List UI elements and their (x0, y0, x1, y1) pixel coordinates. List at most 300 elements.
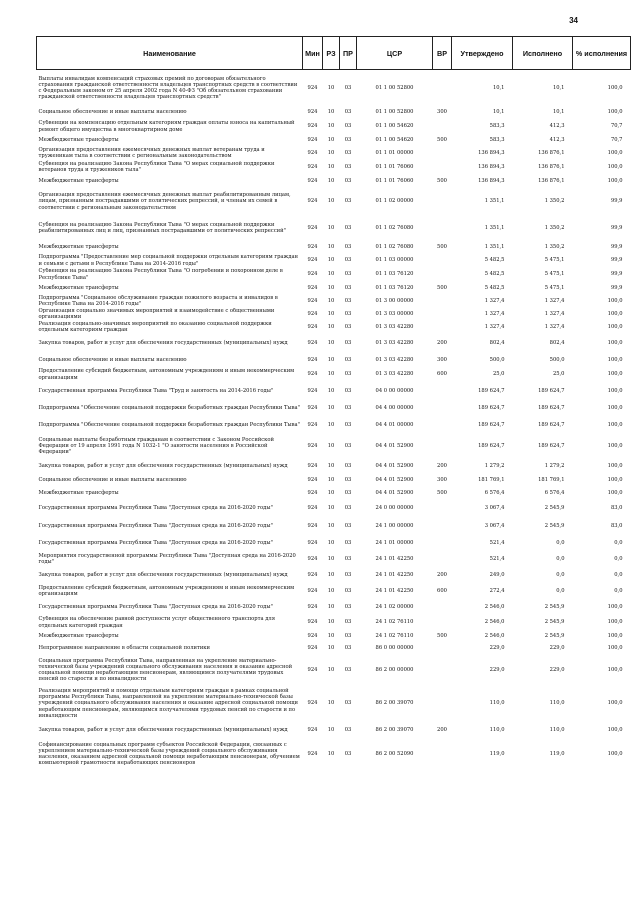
row-executed: 1 327,4 (544, 323, 565, 330)
row-min: 924 (307, 136, 318, 143)
row-name: Закупка товаров, работ и услуг для обеспечения государственных (муниципальных) нужд (38, 571, 288, 578)
row-pr: 03 (344, 700, 352, 707)
row-executed: 2 545,9 (544, 523, 565, 530)
row-min: 924 (307, 387, 318, 394)
row-vr (433, 500, 452, 518)
row-percent: 70,7 (610, 136, 623, 143)
row-approved: 189 624,7 (478, 442, 505, 449)
table-row (37, 354, 631, 367)
row-csr: 86 0 00 00000 (375, 644, 414, 651)
row-vr: 200 (437, 340, 447, 347)
table-row (37, 367, 631, 383)
header-csr: ЦСР (357, 37, 433, 70)
row-name: Социальное обеспечение и иные выплаты населению (38, 109, 187, 116)
header-min: Мин (303, 37, 323, 70)
row-pr: 03 (344, 271, 352, 278)
row-rz: 10 (327, 323, 335, 330)
row-rz: 10 (327, 421, 335, 428)
row-min: 924 (307, 571, 318, 578)
row-min: 924 (307, 421, 318, 428)
row-approved: 136 894,3 (478, 163, 505, 170)
row-min: 924 (307, 666, 318, 673)
row-rz: 10 (327, 750, 335, 757)
row-executed: 1 327,4 (544, 310, 565, 317)
table-row (37, 536, 631, 551)
row-approved: 25,0 (492, 371, 505, 378)
row-vr: 200 (437, 571, 447, 578)
row-approved: 229,0 (489, 666, 505, 673)
row-rz: 10 (327, 297, 335, 304)
row-vr (433, 643, 452, 654)
table-row (37, 188, 631, 216)
row-approved: 3 067,4 (484, 523, 505, 530)
table-row (37, 551, 631, 568)
row-percent: 100,0 (607, 750, 623, 757)
row-min: 924 (307, 750, 318, 757)
row-percent: 99,9 (610, 271, 623, 278)
table-row (37, 740, 631, 769)
row-csr: 01 1 00 52800 (375, 84, 414, 91)
row-min: 924 (307, 340, 318, 347)
row-vr (433, 254, 452, 268)
row-vr: 200 (437, 726, 447, 733)
row-rz: 10 (327, 149, 335, 156)
row-vr (433, 295, 452, 308)
row-percent: 100,0 (607, 371, 623, 378)
budget-table (36, 36, 631, 769)
row-rz: 10 (327, 523, 335, 530)
row-vr: 500 (437, 489, 447, 496)
row-pr: 03 (344, 555, 352, 562)
row-vr (433, 160, 452, 175)
table-row (37, 308, 631, 321)
row-csr: 04 4 00 00000 (375, 404, 414, 411)
row-vr (433, 383, 452, 400)
row-name: Государственная программа Республики Тыва "Доступная среда на 2016-2020 годы" (38, 539, 273, 546)
row-rz: 10 (327, 243, 335, 250)
table-body (37, 70, 631, 769)
row-min: 924 (307, 587, 318, 594)
row-executed: 6 576,4 (544, 489, 565, 496)
row-name: Реализация социально-значимых мероприятий по оказанию социальной поддержки отдельным категориям граждан (38, 320, 272, 333)
row-vr (433, 518, 452, 536)
row-rz: 10 (327, 224, 335, 231)
row-percent: 100,0 (607, 109, 623, 116)
row-rz: 10 (327, 404, 335, 411)
row-approved: 583,3 (489, 123, 505, 130)
row-pr: 03 (344, 539, 352, 546)
row-name: Субвенция на реализацию Закона Республики Тыва "О погребении и похоронном деле в Республике Тыва" (38, 268, 283, 281)
row-executed: 1 350,2 (544, 243, 565, 250)
row-name: Закупка товаров, работ и услуг для обеспечения государственных (муниципальных) нужд (38, 462, 288, 469)
row-csr: 86 2 00 00000 (375, 666, 414, 673)
row-percent: 70,7 (610, 123, 623, 130)
row-rz: 10 (327, 257, 335, 264)
row-approved: 1 327,4 (484, 310, 505, 317)
table-row (37, 417, 631, 434)
row-name: Непрограммное направление в области социальной политики (38, 644, 211, 651)
row-name: Подпрограмма "Обеспечение социальной поддержки безработных граждан Республики Тыва" (38, 404, 300, 411)
row-name: Реализация мероприятий и помощи отдельным категориям граждан в рамках социальной программы Республики Тыва, направленной на укрепление материально-технической базы учреждений социального обслуживания населения и оказание адресной социальной помощи неработающим пенсионерам, являющимся получателями трудовых пенсий по старости и по инвалидности (38, 688, 298, 719)
table-row (37, 600, 631, 616)
row-vr (433, 268, 452, 282)
row-percent: 100,0 (607, 356, 623, 363)
row-pr: 03 (344, 284, 352, 291)
row-csr: 86 2 00 52090 (375, 750, 414, 757)
row-executed: 10,1 (552, 109, 565, 116)
row-pr: 03 (344, 371, 352, 378)
row-approved: 1 327,4 (484, 323, 505, 330)
row-approved: 5 482,5 (484, 271, 505, 278)
row-percent: 100,0 (607, 442, 623, 449)
row-rz: 10 (327, 177, 335, 184)
row-min: 924 (307, 149, 318, 156)
row-name: Государственная программа Республики Тыва "Доступная среда на 2016-2020 годы" (38, 523, 273, 530)
row-approved: 521,4 (489, 539, 505, 546)
row-vr: 500 (437, 177, 447, 184)
row-approved: 272,4 (489, 587, 505, 594)
row-vr (433, 188, 452, 216)
row-csr: 24 1 01 42250 (375, 555, 414, 562)
row-min: 924 (307, 224, 318, 231)
row-pr: 03 (344, 404, 352, 411)
row-name: Софинансирование социальных программ субъектов Российской Федерации, связанных с укреплением материально-технической базы учреждений социального обслуживания населения, оказанием адресной социальной помощи неработающим пенсионерам, обучением компьютерной грамотности неработающих пенсионеров (38, 741, 300, 767)
row-csr: 01 3 03 42280 (375, 340, 414, 347)
row-csr: 04 4 01 52900 (375, 476, 414, 483)
row-executed: 110,0 (549, 726, 565, 733)
row-name: Подпрограмма "Обеспечение социальной поддержки безработных граждан Республики Тыва" (38, 421, 300, 428)
row-vr (433, 417, 452, 434)
row-pr: 03 (344, 356, 352, 363)
header-rz: РЗ (323, 37, 340, 70)
row-percent: 99,9 (610, 243, 623, 250)
row-csr: 01 1 03 76120 (375, 271, 414, 278)
row-approved: 2 546,0 (484, 619, 505, 626)
row-percent: 0,0 (614, 555, 623, 562)
row-approved: 6 576,4 (484, 489, 505, 496)
row-pr: 03 (344, 505, 352, 512)
row-vr: 500 (437, 136, 447, 143)
row-rz: 10 (327, 136, 335, 143)
header-executed: Исполнено (513, 37, 573, 70)
row-approved: 249,0 (489, 571, 505, 578)
row-executed: 229,0 (549, 644, 565, 651)
row-approved: 521,4 (489, 555, 505, 562)
row-vr: 200 (437, 462, 447, 469)
row-min: 924 (307, 523, 318, 530)
row-name: Субвенция на реализацию Закона Республики Тыва "О мерах социальной поддержки реабилитированных лиц и лиц, признанных пострадавшими от политических репрессий" (38, 221, 286, 234)
row-approved: 1 351,1 (484, 198, 505, 205)
row-rz: 10 (327, 284, 335, 291)
header-approved: Утверждено (452, 37, 513, 70)
table-row (37, 134, 631, 147)
row-min: 924 (307, 271, 318, 278)
row-csr: 24 1 01 00000 (375, 539, 414, 546)
row-pr: 03 (344, 163, 352, 170)
row-executed: 0,0 (556, 587, 565, 594)
row-pr: 03 (344, 84, 352, 91)
row-approved: 1 351,1 (484, 224, 505, 231)
row-pr: 03 (344, 604, 352, 611)
table-header-row (37, 37, 631, 70)
row-executed: 0,0 (556, 571, 565, 578)
row-rz: 10 (327, 571, 335, 578)
row-approved: 1 327,4 (484, 297, 505, 304)
row-approved: 500,0 (489, 356, 505, 363)
row-percent: 100,0 (607, 666, 623, 673)
row-name: Социальное обеспечение и иные выплаты населению (38, 356, 187, 363)
row-min: 924 (307, 123, 318, 130)
row-min: 924 (307, 700, 318, 707)
row-pr: 03 (344, 297, 352, 304)
row-name: Предоставление субсидий бюджетным, автономным учреждениям и иным некоммерческим организациям (38, 368, 295, 381)
row-vr (433, 434, 452, 459)
row-pr: 03 (344, 109, 352, 116)
row-pr: 03 (344, 387, 352, 394)
row-percent: 0,0 (614, 571, 623, 578)
table-row (37, 216, 631, 241)
row-csr: 01 1 01 00000 (375, 149, 414, 156)
table-row (37, 459, 631, 474)
row-csr: 24 1 01 42250 (375, 587, 414, 594)
row-vr (433, 536, 452, 551)
row-executed: 0,0 (556, 539, 565, 546)
row-executed: 2 545,9 (544, 604, 565, 611)
table-row (37, 175, 631, 188)
row-min: 924 (307, 198, 318, 205)
row-rz: 10 (327, 489, 335, 496)
row-rz: 10 (327, 604, 335, 611)
row-min: 924 (307, 404, 318, 411)
row-name: Межбюджетные трансферты (38, 177, 119, 184)
row-percent: 100,0 (607, 323, 623, 330)
row-pr: 03 (344, 571, 352, 578)
row-percent: 100,0 (607, 632, 623, 639)
row-csr: 04 4 01 52900 (375, 462, 414, 469)
row-pr: 03 (344, 462, 352, 469)
row-rz: 10 (327, 555, 335, 562)
row-csr: 01 1 03 00000 (375, 257, 414, 264)
row-csr: 01 3 03 42280 (375, 356, 414, 363)
row-vr (433, 216, 452, 241)
row-percent: 100,0 (607, 149, 623, 156)
row-min: 924 (307, 84, 318, 91)
row-name: Межбюджетные трансферты (38, 489, 119, 496)
row-rz: 10 (327, 505, 335, 512)
row-vr (433, 321, 452, 334)
row-rz: 10 (327, 271, 335, 278)
row-vr (433, 308, 452, 321)
row-min: 924 (307, 310, 318, 317)
row-name: Организация социально значимых мероприятий и взаимодействие с общественными организациями (38, 307, 275, 320)
row-percent: 99,9 (610, 224, 623, 231)
row-approved: 10,1 (492, 84, 505, 91)
row-csr: 01 3 03 42280 (375, 371, 414, 378)
row-percent: 83,0 (610, 523, 623, 530)
row-approved: 2 546,0 (484, 604, 505, 611)
row-vr: 600 (437, 371, 447, 378)
row-pr: 03 (344, 476, 352, 483)
row-executed: 412,3 (549, 123, 565, 130)
row-rz: 10 (327, 163, 335, 170)
row-name: Подпрограмма "Предоставление мер социальной поддержки отдельным категориям граждан и семьям с детьми в Республике Тыва на 2014-2016 годы" (38, 254, 299, 267)
row-name: Организация предоставления ежемесячных денежных выплат ветеранам труда и труженикам тыла в соответствии с региональным законодательством (38, 146, 265, 159)
row-approved: 229,0 (489, 644, 505, 651)
row-percent: 100,0 (607, 604, 623, 611)
row-vr (433, 70, 452, 106)
row-csr: 24 1 01 42250 (375, 571, 414, 578)
row-executed: 1 350,2 (544, 198, 565, 205)
row-csr: 24 1 02 76110 (375, 632, 414, 639)
row-pr: 03 (344, 123, 352, 130)
row-name: Субвенция на реализацию Закона Республики Тыва "О мерах социальной поддержки ветеранов труда и тружеников тыла" (38, 160, 275, 173)
row-rz: 10 (327, 476, 335, 483)
row-csr: 01 3 00 00000 (375, 297, 414, 304)
row-min: 924 (307, 109, 318, 116)
row-rz: 10 (327, 700, 335, 707)
header-vr: ВР (433, 37, 452, 70)
table-row (37, 500, 631, 518)
row-percent: 99,9 (610, 284, 623, 291)
row-name: Подпрограмма "Социальное обслуживание граждан пожилого возраста и инвалидов в Республике Тыва на 2014-2016 годы" (38, 294, 278, 307)
row-executed: 110,0 (549, 700, 565, 707)
row-csr: 86 2 00 39070 (375, 700, 414, 707)
row-approved: 189 624,7 (478, 421, 505, 428)
row-vr (433, 740, 452, 769)
row-name: Организация предоставления ежемесячных денежных выплат реабилитированным лицам, лицам, признанным пострадавшими от политических репрессий, и членам их семей в соответствии с региональным законодательством (38, 192, 291, 211)
row-pr: 03 (344, 750, 352, 757)
row-executed: 136 876,1 (538, 149, 565, 156)
row-vr: 600 (437, 587, 447, 594)
row-csr: 01 1 01 76060 (375, 163, 414, 170)
row-approved: 189 624,7 (478, 404, 505, 411)
table-row (37, 282, 631, 295)
row-executed: 136 876,1 (538, 177, 565, 184)
row-min: 924 (307, 489, 318, 496)
row-vr: 500 (437, 632, 447, 639)
table-row (37, 487, 631, 500)
row-vr (433, 654, 452, 687)
row-percent: 100,0 (607, 421, 623, 428)
row-executed: 10,1 (552, 84, 565, 91)
row-csr: 01 1 02 00000 (375, 198, 414, 205)
row-executed: 2 545,9 (544, 505, 565, 512)
table-row (37, 518, 631, 536)
row-csr: 01 1 02 76080 (375, 243, 414, 250)
row-rz: 10 (327, 356, 335, 363)
row-name: Межбюджетные трансферты (38, 136, 119, 143)
row-approved: 110,0 (489, 726, 505, 733)
header-pr: ПР (340, 37, 357, 70)
row-percent: 100,0 (607, 462, 623, 469)
row-csr: 24 1 02 00000 (375, 604, 414, 611)
table-row (37, 643, 631, 654)
row-percent: 99,9 (610, 257, 623, 264)
row-name: Государственная программа Республики Тыва "Доступная среда на 2016-2020 годы" (38, 604, 273, 611)
row-percent: 100,0 (607, 310, 623, 317)
table-row (37, 321, 631, 334)
row-percent: 100,0 (607, 340, 623, 347)
table-row (37, 160, 631, 175)
row-pr: 03 (344, 726, 352, 733)
row-min: 924 (307, 442, 318, 449)
row-csr: 04 0 00 00000 (375, 387, 414, 394)
row-pr: 03 (344, 523, 352, 530)
row-percent: 83,0 (610, 505, 623, 512)
row-min: 924 (307, 177, 318, 184)
row-csr: 01 1 00 52800 (375, 109, 414, 116)
row-vr (433, 400, 452, 417)
row-percent: 100,0 (607, 387, 623, 394)
row-vr (433, 120, 452, 134)
table-row (37, 254, 631, 268)
row-rz: 10 (327, 109, 335, 116)
row-executed: 2 545,9 (544, 632, 565, 639)
row-executed: 229,0 (549, 666, 565, 673)
row-pr: 03 (344, 442, 352, 449)
row-csr: 24 1 00 00000 (375, 523, 414, 530)
row-name: Межбюджетные трансферты (38, 632, 119, 639)
row-min: 924 (307, 505, 318, 512)
row-approved: 583,3 (489, 136, 505, 143)
row-rz: 10 (327, 371, 335, 378)
row-name: Социальные выплаты безработным гражданам в соответствии с Законом Российской Федерации от 19 апреля 1991 года N 1032-1 "О занятости населения в Российской Федерации" (38, 436, 274, 456)
row-percent: 100,0 (607, 489, 623, 496)
row-executed: 5 475,1 (544, 257, 565, 264)
row-percent: 100,0 (607, 700, 623, 707)
row-approved: 189 624,7 (478, 387, 505, 394)
row-rz: 10 (327, 387, 335, 394)
row-name: Межбюджетные трансферты (38, 243, 119, 250)
table-row (37, 583, 631, 600)
page-number: 34 (569, 16, 578, 25)
row-rz: 10 (327, 644, 335, 651)
row-csr: 01 3 03 00000 (375, 310, 414, 317)
row-min: 924 (307, 163, 318, 170)
row-min: 924 (307, 356, 318, 363)
row-pr: 03 (344, 224, 352, 231)
row-executed: 181 769,1 (538, 476, 565, 483)
table-row (37, 434, 631, 459)
row-rz: 10 (327, 632, 335, 639)
header-percent: % исполнения (573, 37, 631, 70)
row-pr: 03 (344, 340, 352, 347)
table-row (37, 295, 631, 308)
row-pr: 03 (344, 619, 352, 626)
row-vr (433, 551, 452, 568)
row-name: Субвенции на компенсацию отдельным категориям граждан оплаты взноса на капитальный ремонт общего имущества в многоквартирном доме (38, 120, 295, 133)
row-executed: 412,3 (549, 136, 565, 143)
row-approved: 10,1 (492, 109, 505, 116)
table-row (37, 616, 631, 630)
table-row (37, 241, 631, 254)
row-name: Социальное обеспечение и иные выплаты населению (38, 476, 187, 483)
table-row (37, 106, 631, 120)
table-row (37, 630, 631, 643)
row-percent: 100,0 (607, 619, 623, 626)
row-pr: 03 (344, 310, 352, 317)
row-min: 924 (307, 644, 318, 651)
row-name: Государственная программа Республики Тыва "Доступная среда на 2016-2020 годы" (38, 505, 273, 512)
row-pr: 03 (344, 632, 352, 639)
row-csr: 24 1 02 76110 (375, 619, 414, 626)
row-percent: 100,0 (607, 726, 623, 733)
row-rz: 10 (327, 123, 335, 130)
row-rz: 10 (327, 619, 335, 626)
row-executed: 0,0 (556, 555, 565, 562)
row-rz: 10 (327, 462, 335, 469)
row-rz: 10 (327, 539, 335, 546)
